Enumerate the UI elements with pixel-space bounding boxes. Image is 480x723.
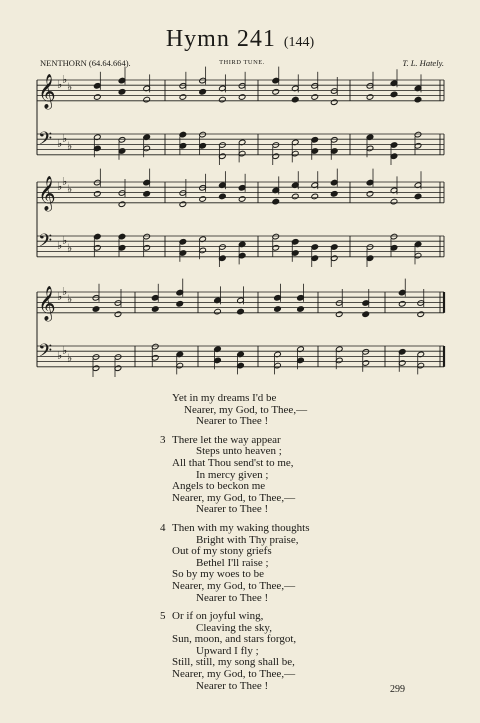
note-head [291, 96, 299, 103]
flat-sign-icon: ♭ [62, 344, 68, 357]
note-head [414, 96, 422, 103]
verse-line [160, 593, 390, 605]
flat-sign-icon: ♭ [62, 234, 68, 247]
verse-continued [160, 393, 390, 428]
flat-sign-icon: ♭ [62, 73, 68, 86]
verse-text: Nearer, my God, to Thee,— [172, 668, 296, 681]
note-head [291, 193, 299, 200]
flat-sign-icon: ♭ [62, 285, 68, 298]
verse-text: Nearer to Thee ! [196, 591, 269, 604]
verse-text: Cleaving the sky, [196, 621, 272, 634]
verse-text: Nearer, my God, to Thee,— [172, 491, 296, 504]
note-head [398, 301, 406, 308]
verse-number: 3 [160, 433, 166, 446]
note-head [143, 191, 151, 198]
treble-clef-icon: 𝄞 [38, 286, 56, 321]
note-head [311, 94, 319, 101]
flat-sign-icon: ♭ [67, 139, 73, 153]
verse-line [160, 504, 390, 516]
verse-text: Nearer to Thee ! [196, 415, 269, 428]
verse-line [160, 669, 390, 681]
note-head [417, 311, 425, 318]
verse-text: Nearer to Thee ! [196, 503, 269, 516]
note-head [274, 306, 282, 313]
verse-line [160, 546, 390, 558]
note-head [214, 308, 222, 315]
note-head [297, 306, 305, 313]
note-head [366, 94, 374, 101]
verse-text: Nearer to Thee ! [196, 679, 269, 692]
note-head [390, 198, 398, 205]
note-head [390, 91, 398, 98]
bass-clef-icon: 𝄢 [38, 231, 53, 256]
verse-text: Upward I fly ; [196, 644, 259, 657]
note-head [118, 201, 126, 208]
note-head [179, 201, 187, 208]
flat-sign-icon: ♭ [67, 351, 73, 365]
verse-text: Steps unto heaven ; [196, 445, 282, 458]
verse-text: All that Thou send'st to me, [172, 456, 294, 469]
treble-clef-icon: 𝄞 [38, 176, 56, 211]
note-head [199, 196, 207, 203]
note-head [92, 306, 100, 313]
flat-sign-icon: ♭ [57, 180, 63, 193]
note-head [176, 301, 184, 308]
verse-line [160, 416, 390, 428]
note-head [118, 89, 126, 96]
verse-text: Bethel I'll raise ; [196, 556, 269, 569]
flat-sign-icon: ♭ [67, 292, 73, 306]
verse-3 [160, 435, 390, 516]
verse-5 [160, 611, 390, 692]
note-head [94, 191, 102, 198]
hymn-number: (144) [283, 35, 315, 50]
tune-name: NENTHORN (64.64.664). [40, 58, 131, 68]
note-head [179, 94, 187, 101]
flat-sign-icon: ♭ [57, 78, 63, 91]
treble-clef-icon: 𝄞 [38, 74, 56, 109]
note-head [335, 311, 343, 318]
page-number: 299 [390, 684, 405, 695]
verse-text: Yet in my dreams I'd be [172, 392, 277, 404]
verse-4 [160, 523, 390, 604]
note-head [272, 89, 280, 96]
verse-text: Still, still, my song shall be, [172, 656, 295, 669]
flat-sign-icon: ♭ [67, 241, 73, 255]
flat-sign-icon: ♭ [57, 290, 63, 303]
note-head [330, 191, 338, 198]
note-head [143, 96, 151, 103]
verse-line [160, 681, 390, 693]
flat-sign-icon: ♭ [67, 80, 73, 94]
verse-line [160, 405, 390, 417]
verse-number: 5 [160, 610, 166, 623]
note-head [114, 311, 122, 318]
verse-line [160, 493, 390, 505]
verse-text: In mercy given ; [196, 468, 269, 481]
flat-sign-icon: ♭ [67, 182, 73, 196]
verse-line [160, 611, 390, 623]
note-head [311, 193, 319, 200]
verse-line [160, 458, 390, 470]
verse-text: Sun, moon, and stars forgot, [172, 633, 297, 646]
verse-text: There let the way appear [172, 433, 281, 446]
flat-sign-icon: ♭ [62, 132, 68, 145]
verse-text: Or if on joyful wing, [172, 610, 264, 623]
flat-sign-icon: ♭ [57, 349, 63, 362]
verse-text: Nearer, my God, to Thee,— [172, 579, 296, 592]
verse-text: Out of my stony griefs [172, 545, 272, 558]
bass-clef-icon: 𝄢 [38, 341, 53, 366]
note-head [366, 191, 374, 198]
note-head [219, 96, 227, 103]
note-head [151, 306, 159, 313]
note-head [237, 308, 245, 315]
verse-text: So by my woes to be [172, 568, 264, 581]
note-head [219, 193, 227, 200]
verse-line [160, 581, 390, 593]
verse-text: Nearer, my God, to Thee,— [184, 403, 308, 416]
bass-clef-icon: 𝄢 [38, 129, 53, 154]
verse-text: Bright with Thy praise, [196, 533, 299, 546]
verse-text: Angels to beckon me [172, 480, 266, 493]
flat-sign-icon: ♭ [57, 239, 63, 252]
hymn-title-text: Hymn 241 [165, 26, 276, 52]
note-head [238, 94, 246, 101]
note-head [238, 196, 246, 203]
flat-sign-icon: ♭ [62, 175, 68, 188]
verse-line [160, 634, 390, 646]
note-head [362, 311, 370, 318]
flat-sign-icon: ♭ [57, 137, 63, 150]
verse-text: Then with my waking thoughts [172, 521, 310, 534]
hymn-verses [160, 393, 390, 699]
note-head [330, 99, 338, 106]
note-head [94, 94, 102, 101]
note-head [199, 89, 207, 96]
composer-name: T. L. Hately. [402, 58, 444, 68]
note-head [414, 193, 422, 200]
note-head [272, 198, 280, 205]
verse-number: 4 [160, 521, 166, 534]
tune-label: THIRD TUNE. [219, 59, 265, 66]
